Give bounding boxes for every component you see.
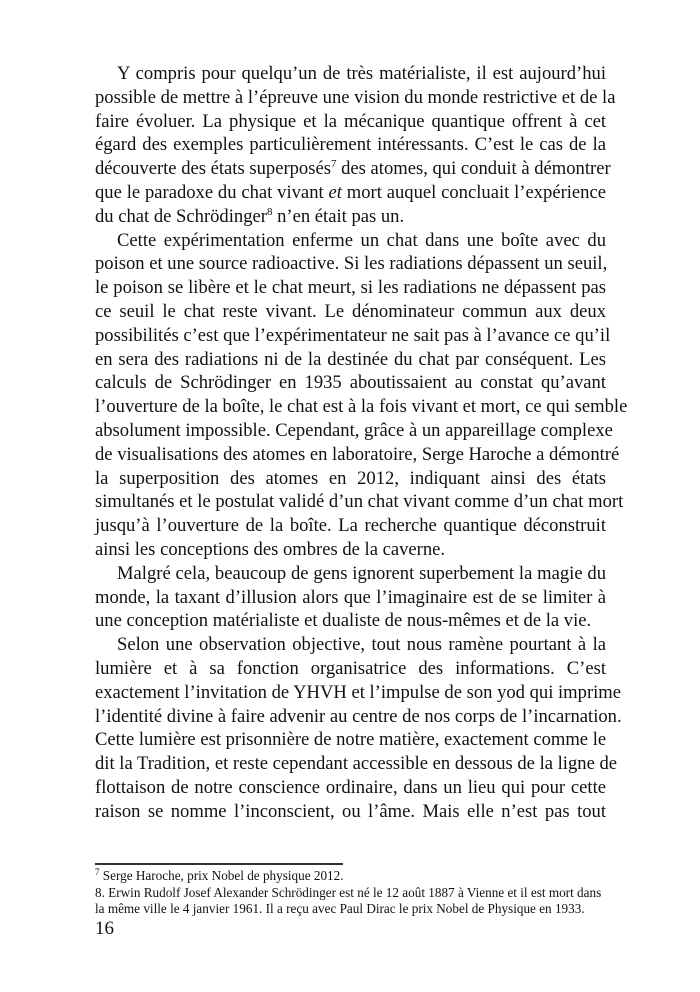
text-line: Cette lumière est prisonnière de notre matière, exactement comme le <box>95 729 607 751</box>
text-line: découverte des états superposés$^7$ des atomes, qui conduit à démontrer <box>95 158 611 180</box>
text-line: du chat de Schrödinger$^8$ n’en était pas un. <box>95 205 405 227</box>
text-line: Selon une observation objective, tout nous ramène pourtant à la <box>117 634 606 656</box>
text-line: le poison se libère et le chat meurt, si les radiations ne dépassent pas <box>95 277 606 299</box>
footnote <box>95 868 615 885</box>
text-line: en sera des radiations ni de la destinée du chat par conséquent. Les <box>95 348 606 370</box>
text-line: possible de mettre à l’épreuve une vision du monde restrictive et de la <box>95 86 616 108</box>
text-line: possibilités c’est que l’expérimentateur ne sait pas à l’avance ce qu’il <box>95 324 611 346</box>
footnote-mark: 7 <box>95 867 100 877</box>
text-line: ainsi les conceptions des ombres de la caverne. <box>95 538 446 560</box>
text-line: Malgré cela, beaucoup de gens ignorent superbement la magie du <box>117 562 606 584</box>
text-line: dit la Tradition, et reste cependant accessible en dessous de la ligne de <box>95 753 618 775</box>
text-line: égard des exemples particulièrement intéressants. C’est le cas de la <box>95 134 606 156</box>
text-line: Cette expérimentation enferme un chat dans une boîte avec du <box>117 229 606 251</box>
text-line: raison se nomme l’inconscient, ou l’âme. Mais elle n’est pas tout <box>95 800 606 822</box>
text-line: monde, la taxant d’illusion alors que l’imaginaire est de se limiter à <box>95 586 606 608</box>
footnote-ref: 8 <box>266 205 273 218</box>
footnote-text: 8. Erwin Rudolf Josef Alexander Schrödinger est né le 12 août 1887 à Vienne et il est mort dans <box>95 884 602 900</box>
text-line: une conception matérialiste et dualiste de nous-mêmes et de la vie. <box>95 610 592 632</box>
text-line: que le paradoxe du chat vivant et mort auquel concluait l’expérience <box>95 181 606 203</box>
footnotes <box>95 868 615 918</box>
text-line: l’ouverture de la boîte, le chat est à la fois vivant et mort, ce qui semble <box>95 396 628 418</box>
text-line: exactement l’invitation de YHVH et l’impulse de son yod qui imprime <box>95 681 622 703</box>
text-line: Y compris pour quelqu’un de très matérialiste, il est aujourd’hui <box>117 63 606 84</box>
text-line: ce seuil le chat reste vivant. Le dénominateur commun aux deux <box>95 300 606 322</box>
italic-text: et <box>328 181 342 203</box>
text-line: poison et une source radioactive. Si les radiations dépassent un seuil, <box>95 253 608 275</box>
text-line: faire évoluer. La physique et la mécanique quantique offrent à cet <box>95 110 606 132</box>
text-line: flottaison de notre conscience ordinaire, dans un lieu qui pour cette <box>95 776 606 798</box>
text-line: absolument impossible. Cependant, grâce à un appareillage complexe <box>95 419 613 441</box>
text-line: lumière et à sa fonction organisatrice des informations. C’est <box>95 657 606 679</box>
text-line: jusqu’à l’ouverture de la boîte. La recherche quantique déconstruit <box>95 515 606 537</box>
footnote <box>95 901 615 918</box>
footnote-ref: 7 <box>330 158 337 171</box>
text-line: la superposition des atomes en 2012, indiquant ainsi des états <box>95 467 606 489</box>
text-line: de visualisations des atomes en laboratoire, Serge Haroche a démontré <box>95 443 620 465</box>
footnote-rule <box>95 863 343 865</box>
text-line: calculs de Schrödinger en 1935 aboutissaient au constat qu’avant <box>95 372 606 394</box>
footnote-text: la même ville le 4 janvier 1961. Il a reçu avec Paul Dirac le prix Nobel de Physique en 1933. <box>95 901 585 916</box>
body-text <box>95 62 628 824</box>
text-line: l’identité divine à faire advenir au centre de nos corps de l’incarnation. <box>95 705 622 727</box>
footnote <box>95 885 615 902</box>
footnote-text: Serge Haroche, prix Nobel de physique 2012. <box>99 868 344 883</box>
page-number: 16 <box>95 918 114 939</box>
text-line: simultanés et le postulat validé d’un chat vivant comme d’un chat mort <box>95 491 624 513</box>
